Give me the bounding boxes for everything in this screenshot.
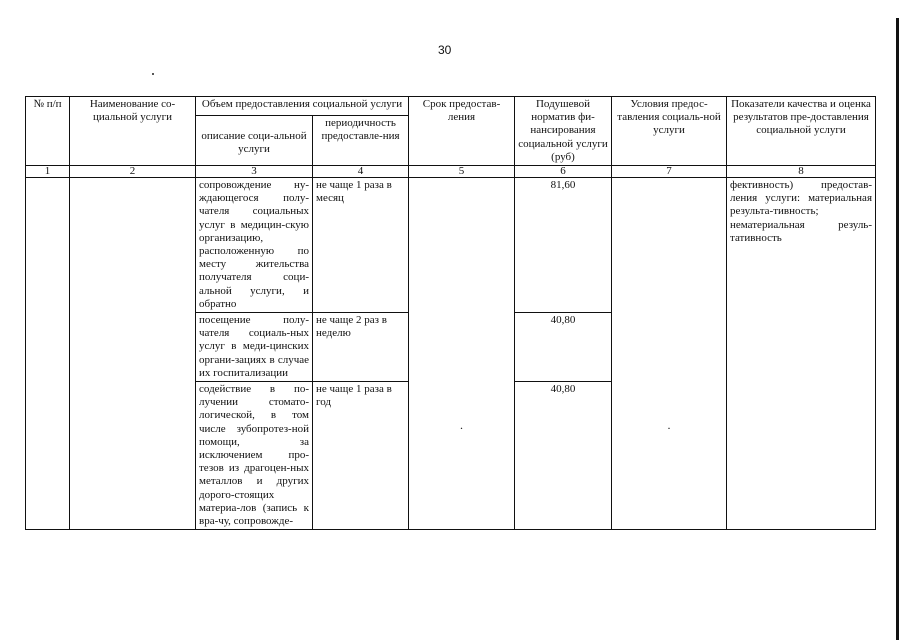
header-volume: Объем предоставления социальной услуги — [196, 97, 409, 116]
column-number: 3 — [196, 166, 313, 178]
header-num: № п/п — [26, 97, 70, 166]
scan-speck — [152, 73, 154, 75]
service-norm: 40,80 — [515, 313, 612, 382]
empty-name-cell — [70, 382, 196, 530]
column-number: 2 — [70, 166, 196, 178]
service-periodicity: не чаще 2 раз в неделю — [313, 313, 409, 382]
header-norm: Подушевой норматив фи-нансирования социальной услуги (руб) — [515, 97, 612, 166]
empty-name-cell — [70, 178, 196, 313]
empty-quality-cell — [727, 313, 876, 382]
column-number: 7 — [612, 166, 727, 178]
service-periodicity: не чаще 1 раза в год — [313, 382, 409, 530]
empty-num-cell — [26, 178, 70, 313]
header-row-1 — [26, 97, 876, 116]
column-number: 4 — [313, 166, 409, 178]
empty-term-cell — [409, 313, 515, 382]
conditions-mark: . — [667, 417, 671, 432]
column-number: 6 — [515, 166, 612, 178]
service-norm: 40,80 — [515, 382, 612, 530]
column-number: 1 — [26, 166, 70, 178]
page-number: 30 — [438, 43, 452, 57]
empty-conditions-cell — [612, 313, 727, 382]
empty-term-cell — [409, 178, 515, 313]
service-periodicity: не чаще 1 раза в месяц — [313, 178, 409, 313]
header-periodicity: периодичность предоставле-ния — [313, 116, 409, 166]
term-mark: . — [460, 417, 463, 432]
header-service-name: Наименование со-циальной услуги — [70, 97, 196, 166]
service-description: посещение полу-чателя социаль-ных услуг в меди-цинских органи-зациях в случае их госпитализации — [196, 313, 313, 382]
social-services-table — [25, 96, 876, 530]
header-term: Срок предостав-ления — [409, 97, 515, 166]
empty-num-cell — [26, 382, 70, 530]
quality-indicators: фективность) предостав-ления услуги: материальная результа-тивность; нематериальная резуль-тативность — [727, 178, 876, 313]
term-cell — [409, 382, 515, 530]
table-row — [26, 313, 876, 382]
table-row — [26, 178, 876, 313]
header-quality: Показатели качества и оценка результатов пре-доставления социальной услуги — [727, 97, 876, 166]
column-number: 5 — [409, 166, 515, 178]
conditions-cell — [612, 382, 727, 530]
header-description: описание соци-альной услуги — [196, 116, 313, 166]
service-norm: 81,60 — [515, 178, 612, 313]
header-conditions: Условия предос-тавления социаль-ной услуги — [612, 97, 727, 166]
scan-edge-line — [896, 18, 899, 640]
table-row — [26, 382, 876, 530]
column-number-row — [26, 166, 876, 178]
service-description: сопровождение ну-ждающегося полу-чателя социальных услуг в медицин-скую организацию, расположенную по месту жительства получателя соци-альной услуги, и обратно — [196, 178, 313, 313]
empty-conditions-cell — [612, 178, 727, 313]
empty-num-cell — [26, 313, 70, 382]
column-number: 8 — [727, 166, 876, 178]
empty-quality-cell — [727, 382, 876, 530]
service-description: содействие в по-лучении стомато-логической, в том числе зубопротез-ной помощи, за исключением про-тезов из драгоцен-ных металлов и других дорого-стоящих материа-лов (запись к вра-чу, сопровожде- — [196, 382, 313, 530]
empty-name-cell — [70, 313, 196, 382]
